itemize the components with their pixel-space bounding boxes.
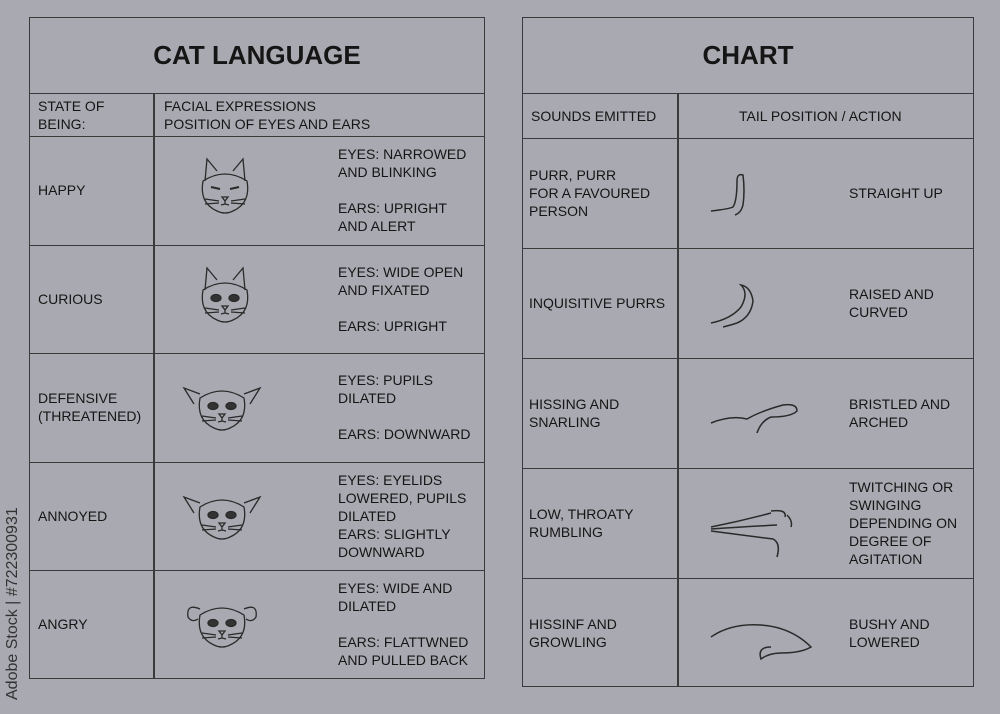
table-row	[30, 462, 484, 570]
cat-language-title: CAT LANGUAGE	[153, 40, 361, 70]
state-label: ANGRY	[38, 616, 88, 633]
sound-label: PURR, PURR FOR A FAVOURED PERSON	[529, 167, 651, 219]
tail-description: STRAIGHT UP	[849, 185, 943, 201]
stock-credit: Adobe Stock | #722300931	[4, 507, 21, 700]
table-row	[523, 138, 973, 248]
tail-description: BUSHY AND LOWERED	[849, 616, 930, 650]
tail-description: TWITCHING OR SWINGING DEPENDING ON DEGREE OF AGITATION	[849, 479, 958, 567]
state-label: HAPPY	[38, 182, 86, 198]
tail-position-icon	[711, 301, 712, 302]
table-row	[30, 570, 484, 678]
table-row	[523, 578, 973, 688]
table-row	[30, 136, 484, 244]
state-label: CURIOUS	[38, 290, 103, 307]
tail-position-icon	[711, 191, 712, 192]
table-row	[523, 358, 973, 468]
curious-cat-face-icon	[225, 298, 226, 299]
happy-cat-face-icon	[225, 189, 226, 190]
header-sounds: SOUNDS EMITTED	[531, 108, 657, 124]
tail-description: BRISTLED AND ARCHED	[849, 396, 951, 430]
angry-cat-face-icon	[222, 623, 223, 624]
header-facial: FACIAL EXPRESSIONS POSITION OF EYES AND EARS	[164, 98, 371, 132]
sound-label: INQUISITIVE PURRS	[529, 295, 666, 311]
expression-description: EYES: EYELIDS LOWERED, PUPILS DILATED EARS: SLIGHTLY DOWNWARD	[338, 471, 467, 560]
table-row	[30, 353, 484, 461]
annoyed-cat-face-icon	[222, 515, 223, 516]
table-row	[523, 468, 973, 578]
expression-description: EYES: NARROWED AND BLINKING EARS: UPRIGHT AND ALERT	[338, 146, 467, 234]
tail-chart-table	[522, 17, 974, 687]
header-row	[30, 93, 484, 136]
expression-description: EYES: WIDE AND DILATED EARS: FLATTWNED AND PULLED BACK	[338, 580, 469, 669]
state-label: ANNOYED	[38, 507, 108, 524]
state-label: DEFENSIVE (THREATENED)	[38, 390, 142, 425]
chart-title: CHART	[702, 40, 794, 70]
header-tail: TAIL POSITION / ACTION	[739, 108, 902, 124]
header-row	[523, 93, 973, 138]
tail-position-icon	[711, 411, 712, 412]
tail-description: RAISED AND CURVED	[849, 286, 934, 320]
tail-position-icon	[711, 631, 712, 632]
table-row	[30, 245, 484, 353]
expression-description: EYES: WIDE OPEN AND FIXATED EARS: UPRIGHT	[338, 263, 464, 334]
defensive-cat-face-icon	[222, 406, 223, 407]
sound-label: HISSING AND SNARLING	[529, 396, 620, 430]
cat-language-table	[29, 17, 485, 679]
tail-position-icon	[711, 521, 712, 522]
table-row	[523, 248, 973, 358]
header-state: STATE OF BEING:	[38, 98, 105, 132]
expression-description: EYES: PUPILS DILATED EARS: DOWNWARD	[338, 372, 471, 443]
sound-label: LOW, THROATY RUMBLING	[529, 506, 634, 540]
sound-label: HISSINF AND GROWLING	[529, 616, 617, 650]
